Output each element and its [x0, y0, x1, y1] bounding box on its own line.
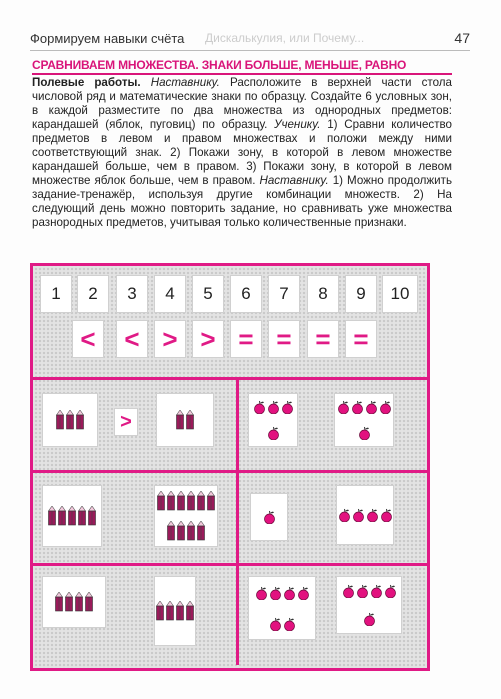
pencil-icon [85, 592, 93, 612]
pencil-set-card [42, 576, 106, 628]
apple-icon [384, 584, 397, 598]
task-heading: Полевые работы. [32, 76, 141, 89]
page-number: 47 [454, 30, 470, 46]
apple-icon [267, 426, 280, 440]
apple-icon [379, 400, 392, 414]
pencil-icon [177, 521, 185, 541]
sign-card-equal: = [345, 320, 377, 358]
pencil-icon [207, 491, 215, 511]
task-text-part: Расположите в верхней части стола числовой ряд и математические знаки по образцу. Создайте 6 условных зон, в каждой разместите по два множества из однородных предметов: карандашей (яблок, пуговиц) по образцу. [32, 76, 452, 131]
sign-card-less: < [72, 320, 104, 358]
pencil-icon [187, 491, 195, 511]
apple-icon [253, 400, 266, 414]
number-card: 7 [268, 275, 300, 313]
show-through-text: Дискалькулия, или Почему... [205, 31, 365, 45]
apple-set-card [248, 393, 298, 447]
pencil-set-card [42, 485, 102, 547]
apple-set-card [336, 485, 394, 545]
pencil-icon [176, 410, 184, 430]
pencil-icon [68, 506, 76, 526]
apple-icon [363, 612, 376, 626]
apple-icon [263, 510, 276, 524]
pencil-icon [177, 491, 185, 511]
role-teacher: Наставнику. [259, 174, 329, 187]
apple-icon [337, 400, 350, 414]
running-title: Формируем навыки счёта [30, 31, 185, 46]
pencil-icon [186, 410, 194, 430]
page-header [30, 28, 470, 51]
number-card: 4 [154, 275, 186, 313]
apple-icon [269, 586, 282, 600]
number-card: 10 [382, 275, 418, 313]
sign-card-greater: > [154, 320, 186, 358]
pencil-icon [56, 410, 64, 430]
task-text [32, 76, 452, 230]
number-card: 2 [77, 275, 109, 313]
pencil-set-card [154, 485, 218, 547]
pencil-set-card [156, 393, 214, 447]
sign-card-greater: > [192, 320, 224, 358]
apple-icon [283, 617, 296, 631]
apple-icon [297, 586, 310, 600]
pencil-icon [157, 491, 165, 511]
apple-icon [351, 400, 364, 414]
zone-divider [236, 377, 239, 665]
pencil-icon [76, 410, 84, 430]
zone-divider [30, 563, 430, 566]
role-student: Ученику. [274, 118, 321, 131]
pencil-icon [48, 506, 56, 526]
zone-divider [30, 377, 430, 380]
pencil-icon [55, 592, 63, 612]
apple-icon [380, 508, 393, 522]
apple-icon [283, 586, 296, 600]
illustration-board [30, 263, 430, 671]
pencil-icon [197, 491, 205, 511]
pencil-icon [88, 506, 96, 526]
apple-icon [267, 400, 280, 414]
apple-icon [366, 508, 379, 522]
pencil-icon [176, 601, 184, 621]
sign-card-equal: = [307, 320, 339, 358]
apple-icon [358, 426, 371, 440]
task-text-part: 1) Можно продолжить задание-тренажёр, используя другие комбинации множеств. 2) На следующий день можно повторить задание, но сравнивать уже множества разнородных предметов, учитывая только количественные признаки. [32, 174, 452, 229]
task-block [32, 58, 452, 230]
number-card: 1 [40, 275, 72, 313]
number-card: 3 [116, 275, 148, 313]
number-card: 6 [230, 275, 262, 313]
sign-card-equal: = [230, 320, 262, 358]
pencil-set-card [154, 576, 196, 646]
number-card: 9 [345, 275, 377, 313]
apple-icon [281, 400, 294, 414]
apple-set-card [250, 493, 288, 541]
apple-icon [342, 584, 355, 598]
apple-icon [356, 584, 369, 598]
apple-icon [269, 617, 282, 631]
apple-icon [370, 584, 383, 598]
sign-card-equal: = [268, 320, 300, 358]
pencil-icon [65, 592, 73, 612]
pencil-icon [187, 521, 195, 541]
task-title: СРАВНИВАЕМ МНОЖЕСТВА. ЗНАКИ БОЛЬШЕ, МЕНЬШЕ, РАВНО [32, 58, 452, 75]
apple-set-card [334, 393, 394, 447]
sign-card-greater: > [114, 408, 138, 436]
pencil-icon [166, 601, 174, 621]
pencil-icon [167, 521, 175, 541]
number-card: 5 [192, 275, 224, 313]
pencil-icon [58, 506, 66, 526]
apple-icon [338, 508, 351, 522]
pencil-icon [75, 592, 83, 612]
role-teacher: Наставнику. [150, 76, 220, 89]
pencil-icon [197, 521, 205, 541]
pencil-icon [156, 601, 164, 621]
pencil-icon [167, 491, 175, 511]
pencil-set-card [42, 393, 98, 447]
sign-card-less: < [116, 320, 148, 358]
number-card: 8 [307, 275, 339, 313]
apple-set-card [248, 576, 316, 640]
zone-divider [30, 470, 430, 473]
apple-icon [255, 586, 268, 600]
apple-set-card [336, 576, 402, 634]
apple-icon [352, 508, 365, 522]
pencil-icon [66, 410, 74, 430]
task-text-part: 1) Сравни количество предметов в левом и правом множествах и положи между ними соответствующий знак. 2) Покажи зону, в которой в левом множестве карандашей больше, чем в правом. 3) Покажи зону, в которой в левом множестве яблок больше, чем в правом. [32, 118, 452, 187]
pencil-icon [78, 506, 86, 526]
apple-icon [365, 400, 378, 414]
pencil-icon [186, 601, 194, 621]
